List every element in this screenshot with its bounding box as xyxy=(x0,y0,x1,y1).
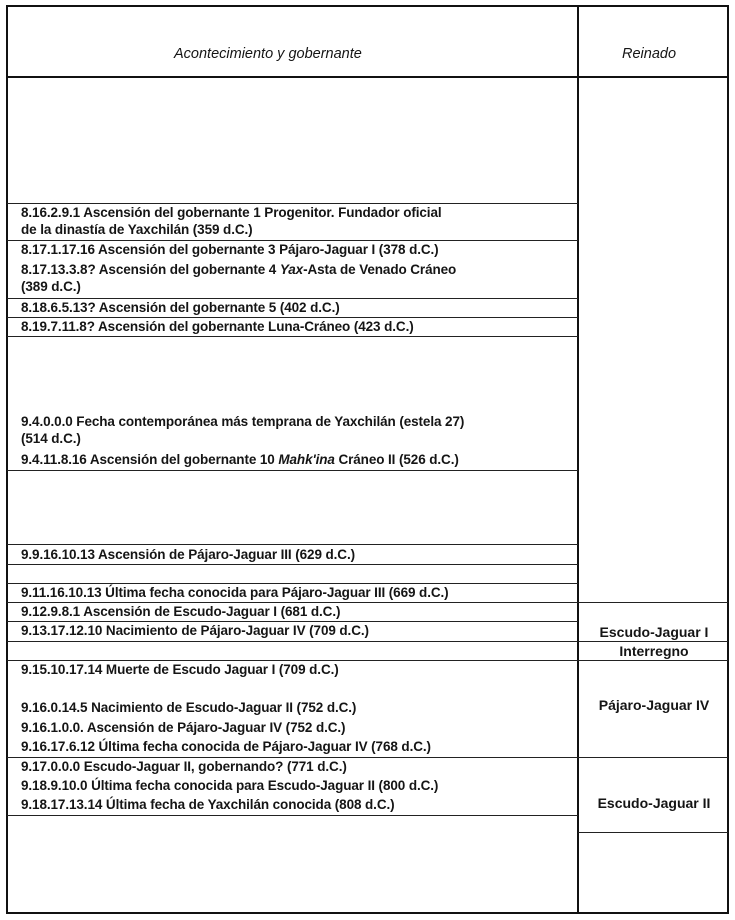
event-line: 9.17.0.0.0 Escudo-Jaguar II, gobernando? (771 d.C.) xyxy=(21,759,347,774)
event-line: 8.17.13.3.8? Ascensión del gobernante 4 Yax-Asta de Venado Cráneo xyxy=(21,262,457,277)
event-402-gobernante-5 xyxy=(21,299,340,316)
reign-escudo-jaguar-i: Escudo-Jaguar I xyxy=(599,624,709,640)
reign-rule xyxy=(578,832,728,833)
event-709-nacimiento xyxy=(21,622,369,639)
event-line: 8.19.7.11.8? Ascensión del gobernante Luna-Cráneo (423 d.C.) xyxy=(21,319,414,334)
event-line: (514 d.C.) xyxy=(21,431,81,446)
event-526-mahkina-craneo xyxy=(21,451,459,468)
reign-interregno: Interregno xyxy=(619,643,689,659)
column-divider xyxy=(577,5,579,914)
reign-rule xyxy=(578,602,728,603)
table-bottom-border xyxy=(7,912,728,914)
event-line: 9.16.0.14.5 Nacimiento de Escudo-Jaguar II (752 d.C.) xyxy=(21,700,357,715)
event-378-pajaro-jaguar-i xyxy=(21,241,439,258)
event-line: 9.18.17.13.14 Última fecha de Yaxchilán conocida (808 d.C.) xyxy=(21,797,395,812)
event-line: 9.12.9.8.1 Ascensión de Escudo-Jaguar I (681 d.C.) xyxy=(21,604,341,619)
event-line: de la dinastía de Yaxchilán (359 d.C.) xyxy=(21,222,253,237)
event-line: 8.17.1.17.16 Ascensión del gobernante 3 Pájaro-Jaguar I (378 d.C.) xyxy=(21,242,439,257)
event-line: 9.18.9.10.0 Última fecha conocida para Escudo-Jaguar II (800 d.C.) xyxy=(21,778,439,793)
header-event-column: Acontecimiento y gobernante xyxy=(174,46,362,62)
row-rule xyxy=(7,336,578,337)
row-rule xyxy=(7,564,578,565)
event-line: 9.9.16.10.13 Ascensión de Pájaro-Jaguar III (629 d.C.) xyxy=(21,547,355,562)
header-reign-column: Reinado xyxy=(622,46,677,62)
event-629-pajaro-jaguar-iii xyxy=(21,546,355,563)
event-768-ultima-fecha xyxy=(21,738,431,755)
event-800-ultima-fecha xyxy=(21,777,438,794)
event-line: 9.16.17.6.12 Última fecha conocida de Pájaro-Jaguar IV (768 d.C.) xyxy=(21,739,431,754)
event-752-nacimiento xyxy=(21,699,356,716)
reign-rule xyxy=(578,660,728,661)
event-808-ultima-fecha xyxy=(21,796,395,813)
reign-rule xyxy=(578,757,728,758)
reign-rule xyxy=(578,641,728,642)
event-line: 9.4.0.0.0 Fecha contemporánea más temprana de Yaxchilán (estela 27) xyxy=(21,414,465,429)
row-rule xyxy=(7,544,578,545)
event-359-progenitor xyxy=(21,204,442,238)
row-rule xyxy=(7,641,578,642)
reign-escudo-jaguar-ii: Escudo-Jaguar II xyxy=(597,795,711,811)
event-line: 9.16.1.0.0. Ascensión de Pájaro-Jaguar IV (752 d.C.) xyxy=(21,720,346,735)
event-771-gobernando xyxy=(21,758,347,775)
event-line: 9.11.16.10.13 Última fecha conocida para Pájaro-Jaguar III (669 d.C.) xyxy=(21,585,449,600)
table-top-border xyxy=(7,5,728,7)
event-line: (389 d.C.) xyxy=(21,279,81,294)
event-line: 8.18.6.5.13? Ascensión del gobernante 5 (402 d.C.) xyxy=(21,300,340,315)
header-bottom-rule xyxy=(7,76,728,78)
reign-pajaro-jaguar-iv: Pájaro-Jaguar IV xyxy=(598,697,710,713)
event-669-pajaro-jaguar-iii xyxy=(21,584,449,601)
event-514-estela-27 xyxy=(21,413,464,447)
event-line: 9.13.17.12.10 Nacimiento de Pájaro-Jaguar IV (709 d.C.) xyxy=(21,623,369,638)
row-rule xyxy=(7,815,578,816)
event-389-yax-asta xyxy=(21,261,456,295)
event-709-muerte xyxy=(21,661,339,678)
event-line: 9.4.11.8.16 Ascensión del gobernante 10 Mahk'ina Cráneo II (526 d.C.) xyxy=(21,452,459,467)
event-line: 9.15.10.17.14 Muerte de Escudo Jaguar I (709 d.C.) xyxy=(21,662,339,677)
event-423-luna-craneo xyxy=(21,318,414,335)
row-rule xyxy=(7,470,578,471)
event-line: 8.16.2.9.1 Ascensión del gobernante 1 Progenitor. Fundador oficial xyxy=(21,205,442,220)
table-right-border xyxy=(727,5,729,914)
table-left-border xyxy=(6,5,8,914)
event-752-ascension xyxy=(21,719,345,736)
event-681-escudo-jaguar-i xyxy=(21,603,340,620)
